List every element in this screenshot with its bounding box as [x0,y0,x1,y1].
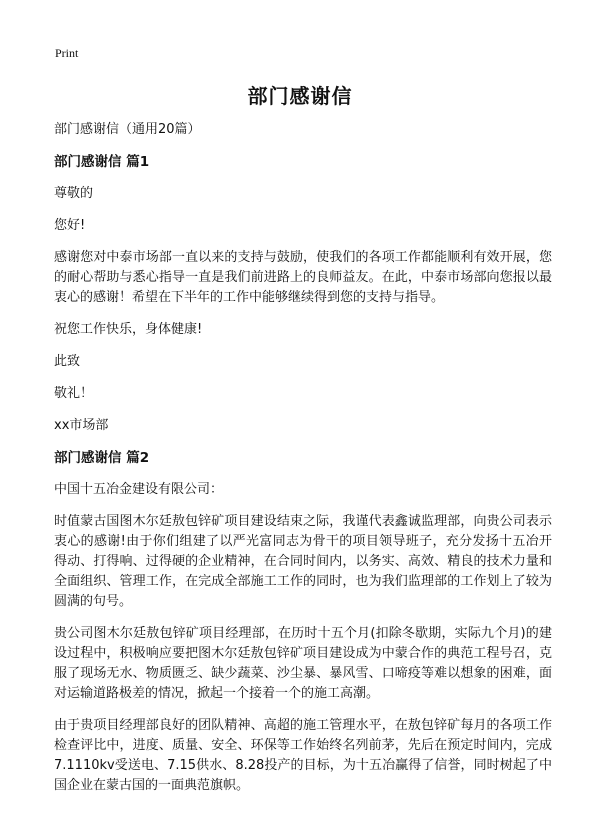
document-subtitle: 部门感谢信（通用20篇） [54,122,201,137]
section-heading-2: 部门感谢信 篇2 [54,450,150,466]
body-paragraph-1: 感谢您对中泰市场部一直以来的支持与鼓励，使我们的各项工作都能顺利有效开展，您的耐心帮助与悉心指导一直是我们前进路上的良师益友。在此，中泰市场部向您报以最衷心的感谢！希望在下半年的工作中能够继续得到您的支持与指导。 [54,250,552,305]
section-heading-1: 部门感谢信 篇1 [54,154,150,170]
greeting-1: 您好! [54,218,86,233]
closing-line-2: 敬礼！ [54,386,94,401]
wish-line: 祝您工作快乐，身体健康! [54,322,203,337]
print-label: Print [55,46,79,60]
signature: xx市场部 [54,418,109,433]
salutation-1: 尊敬的 [54,186,94,201]
document-body [54,120,552,808]
closing-line-1: 此致 [54,354,81,369]
body-paragraph-2a: 时值蒙古国图木尔廷敖包锌矿项目建设结束之际，我谨代表鑫诚监理部，向贵公司表示衷心的感谢!由于你们组建了以严光富同志为骨干的项目领导班子，充分发扬十五冶开得动、打得响、过得硬的企业精神，在合同时间内，以务实、高效、精良的技术力量和全面组织、管理工作，在完成全部施工工作的同时，也为我们监理部的工作划上了较为圆满的句号。 [54,514,552,609]
body-paragraph-2b: 贵公司图木尔廷敖包锌矿项目经理部，在历时十五个月(扣除冬歇期，实际九个月)的建设过程中，积极响应要把图木尔廷敖包锌矿项目建设成为中蒙合作的典范工程号召，克服了现场无水、物质匮乏、缺少蔬菜、沙尘暴、暴风雪、口啼疫等难以想象的困难，面对运输道路极差的情况，掀起一个接着一个的施工高潮。 [54,626,552,701]
salutation-2: 中国十五冶金建设有限公司： [54,482,224,497]
body-paragraph-2c: 由于贵项目经理部良好的团队精神、高超的施工管理水平，在敖包锌矿每月的各项工作检查评比中，进度、质量、安全、环保等工作始终名列前茅，先后在预定时间内，完成7.1110kv受送电、7.15供水、8.28投产的目标，为十五冶赢得了信誉，同时树起了中国企业在蒙古国的一面典范旗帜。 [54,718,552,793]
document-title: 部门感谢信 [247,84,353,108]
